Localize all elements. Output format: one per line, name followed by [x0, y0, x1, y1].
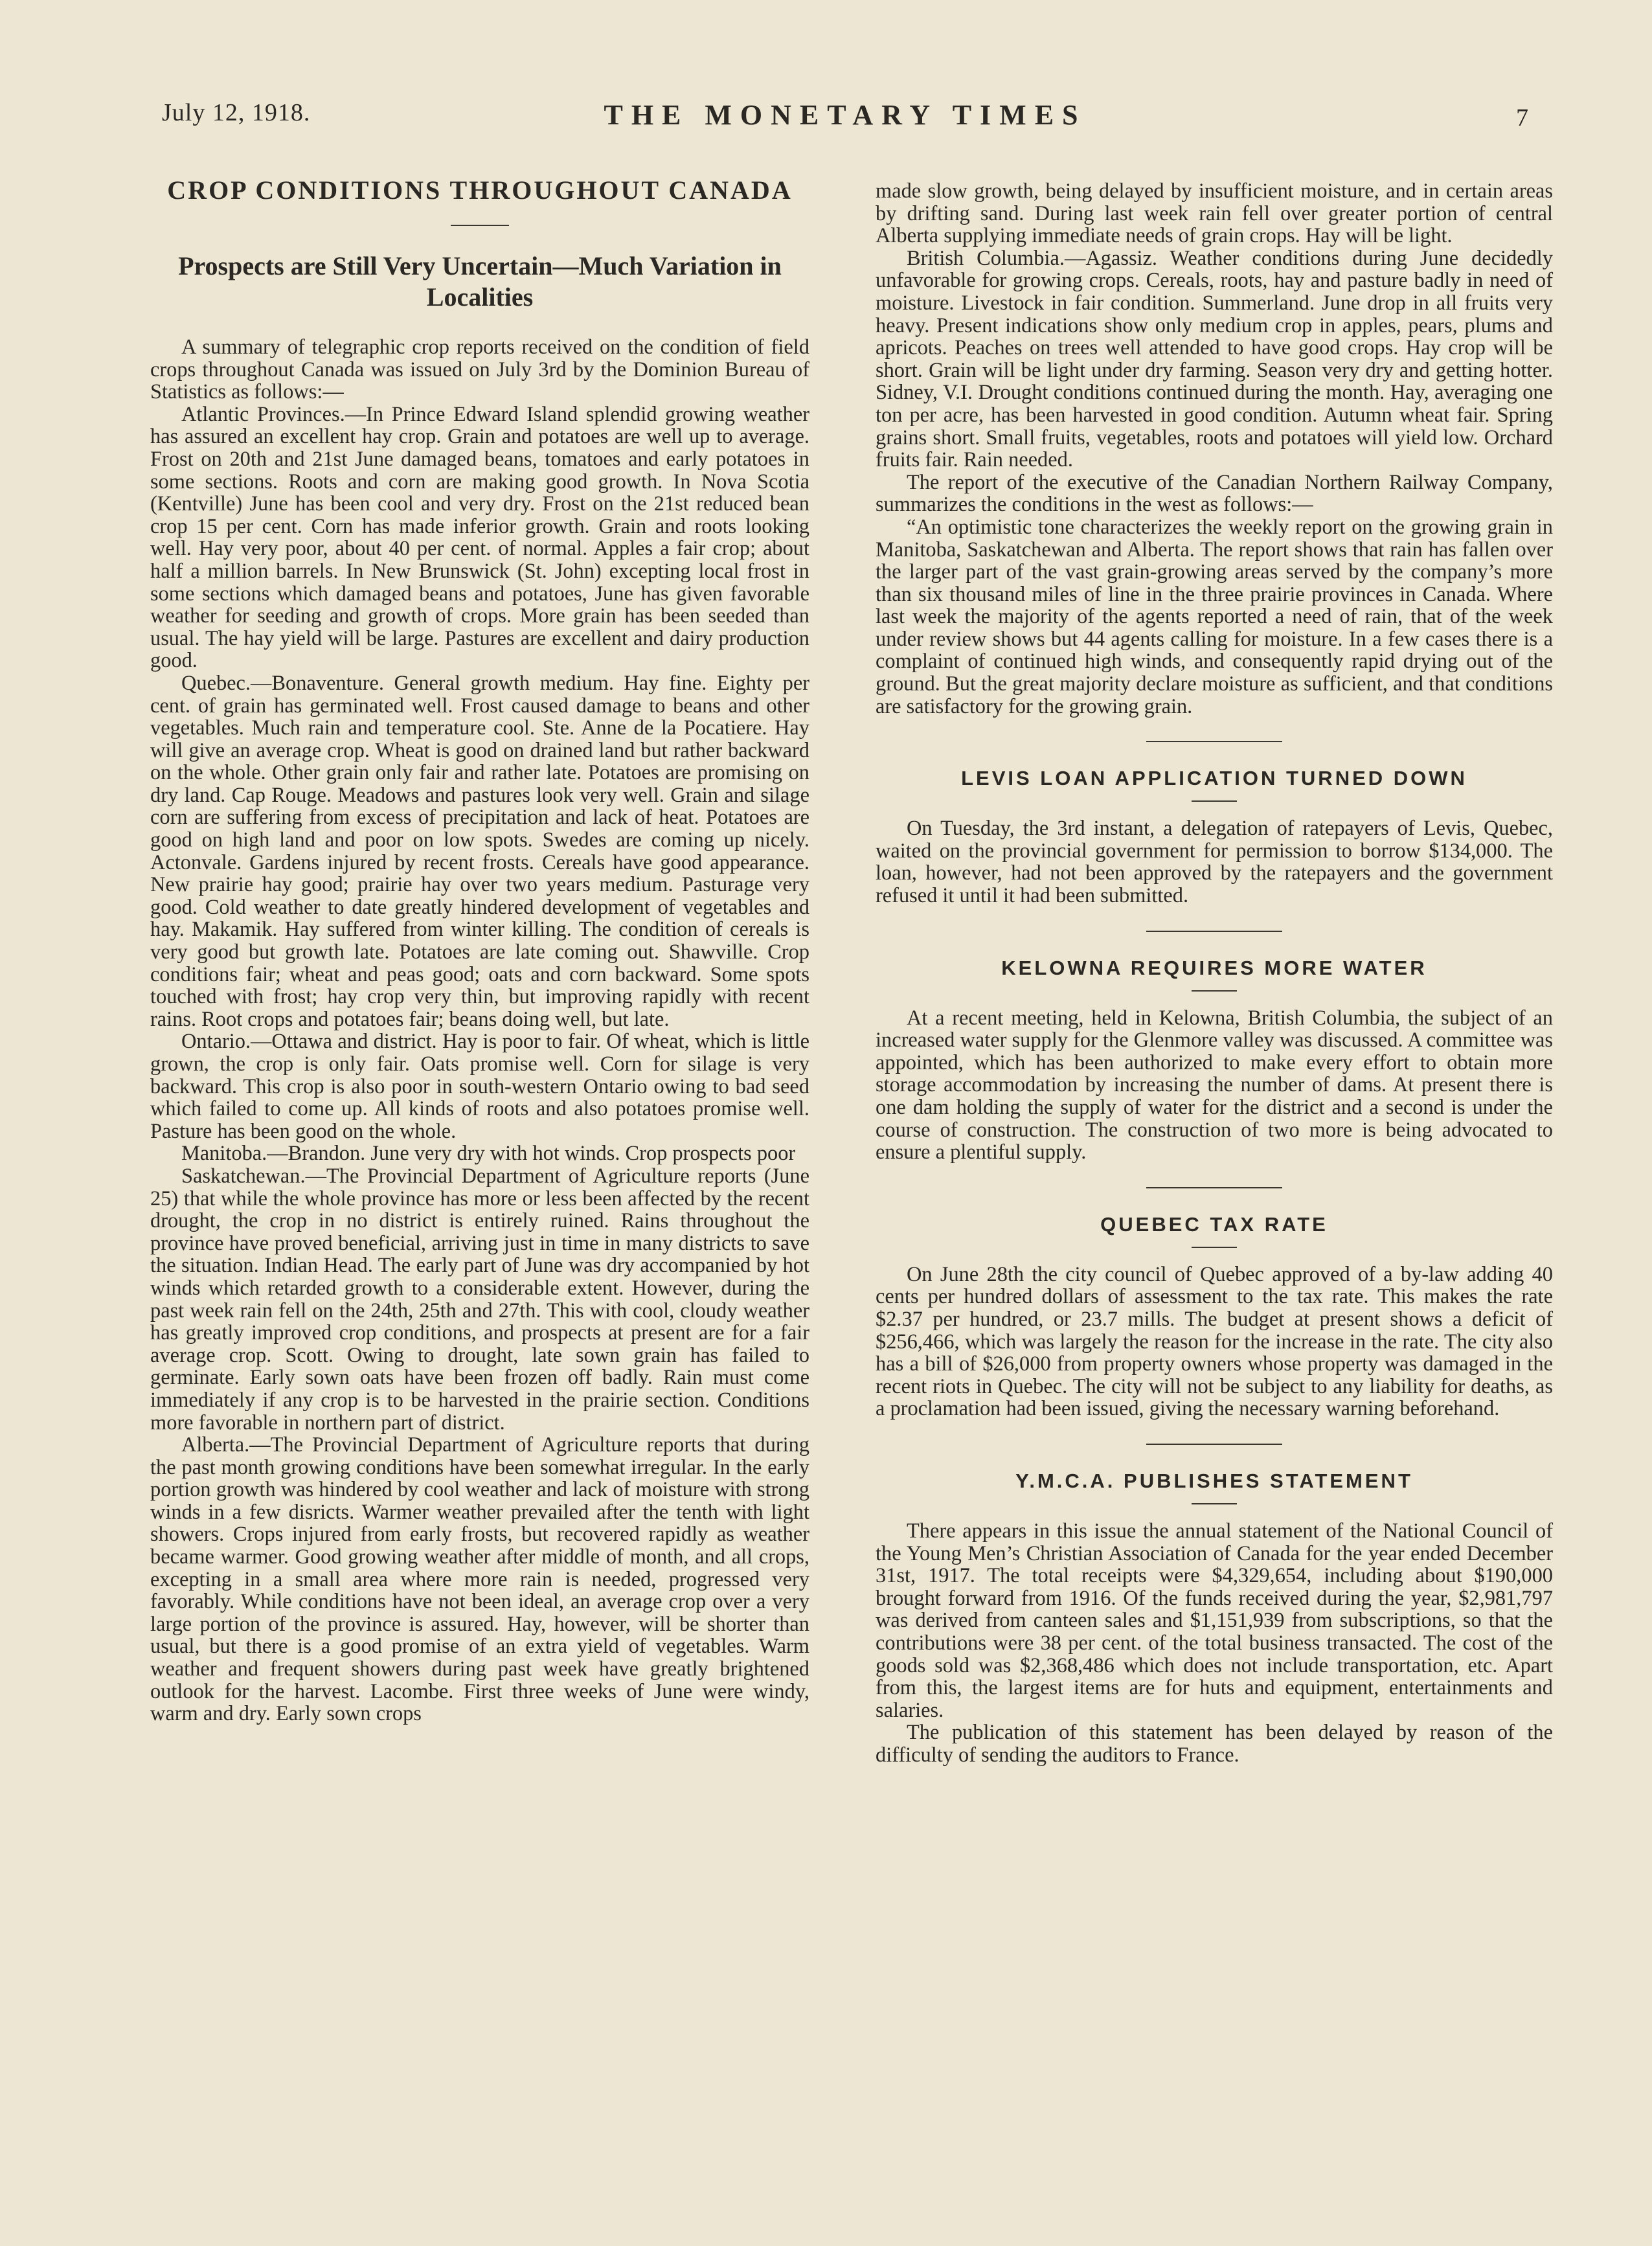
section-paragraph: The publication of this statement has been delayed by reason of the difficulty of sending the auditors to France.	[876, 1721, 1553, 1767]
section-paragraph: There appears in this issue the annual statement of the National Council of the Young Men’s Christian Association of Canada for the year ended December 31st, 1917. The total receipts were $4,329,654, including about $190,000 brought forward from 1916. Of the funds received during the year, $2,981,797 was derived from canteen sales and $1,151,939 from subscriptions, so that the contributions were 38 per cent. of the total business transacted. The cost of the goods sold was $2,368,486 which does not include transportation, etc. Apart from this, the largest items are for huts and equipment, entertainments and salaries.	[876, 1519, 1553, 1722]
section-divider	[1146, 931, 1282, 932]
section-title-rule	[1192, 1247, 1237, 1248]
article-subtitle: Prospects are Still Very Uncertain—Much Variation in Localities	[178, 251, 782, 312]
article-paragraph: Quebec.—Bonaventure. General growth medium. Hay fine. Eighty per cent. of grain has germinated well. Frost caused damage to beans and other vegetables. Much rain and temperature cool. Ste. Anne de la Pocatiere. Hay will give an average crop. Wheat is good on drained land but rather backward on the whole. Other grain only fair and rather late. Potatoes are promising on dry land. Cap Rouge. Meadows and pastures look very well. Grain and silage corn are suffering from excess of precipitation and lack of heat. Potatoes are good on high land and poor on low spots. Swedes are coming up nicely. Actonvale. Gardens injured by recent frosts. Cereals have good appearance. New prairie hay good; prairie hay over two years medium. Pasturage very good. Cold weather to date greatly hindered development of vegetables and hay. Makamik. Hay suffered from winter killing. The condition of cereals is very good but growth late. Potatoes are late coming out. Shawville. Crop conditions fair; wheat and peas good; oats and corn backward. Some spots touched with frost; hay crop very thin, but improving rapidly with recent rains. Root crops and potatoes fair; beans doing well, but late.	[150, 671, 809, 1031]
section-paragraph: On June 28th the city council of Quebec approved of a by-law adding 40 cents per hundred dollars of assessment to the tax rate. This makes the rate $2.37 per hundred, or 23.7 mills. The budget at present shows a deficit of $256,466, which was largely the reason for the increase in the rate. The city also has a bill of $26,000 from property owners whose property was damaged in the recent riots in Quebec. The city will not be subject to any liability for deaths, as a proclamation had been issued, giving the necessary warning beforehand.	[876, 1262, 1553, 1421]
article-continued-paragraph: made slow growth, being delayed by insufficient moisture, and in certain areas by drifting sand. During last week rain fell over greater portion of central Alberta supplying immediate needs of grain crops. Hay will be light.	[876, 179, 1553, 248]
section-divider	[1146, 741, 1282, 742]
section-title: Y.M.C.A. PUBLISHES STATEMENT	[1015, 1469, 1413, 1492]
article-paragraph: Alberta.—The Provincial Department of Agriculture reports that during the past month growing conditions have been somewhat irregular. In the early portion growth was hindered by cool weather and lack of moisture with strong winds in a few disricts. Warmer weather prevailed after the tenth with light showers. Crops injured from early frosts, but recovered rapidly as weather became warmer. Good growing weather after middle of month, and all crops, excepting in a small area where more rain is needed, progressed very favorably. While conditions have not been ideal, an average crop over a very large portion of the province is assured. Hay, however, will be shorter than usual, but there is a good promise of an extra yield of vegetables. Warm weather and frequent showers during past week have greatly brightened outlook for the harvest. Lacombe. First three weeks of June were windy, warm and dry. Early sown crops	[150, 1433, 809, 1726]
section-paragraph: On Tuesday, the 3rd instant, a delegation of ratepayers of Levis, Quebec, waited on the provincial government for permission to borrow $134,000. The loan, however, had not been approved by the ratepayers and the government refused it until it had been submitted.	[876, 817, 1553, 908]
left-column	[150, 175, 809, 1725]
article-continued-paragraph: “An optimistic tone characterizes the weekly report on the growing grain in Manitoba, Saskatchewan and Alberta. The report shows that rain has fallen over the larger part of the vast grain-growing areas served by the company’s more than six thousand miles of line in the three prairie provinces in Canada. Where last week the majority of the agents reported a need of rain, that of the week under review shows but 44 agents calling for moisture. In a few cases there is a complaint of continued high winds, and consequently rapid drying out of the ground. But the great majority declare moisture as sufficient, and that conditions are satisfactory for the growing grain.	[876, 515, 1553, 718]
article-paragraph: Ontario.—Ottawa and district. Hay is poor to fair. Of wheat, which is little grown, the crop is only fair. Oats promise well. Corn for silage is very backward. This crop is also poor in south-western Ontario owing to bad seed which failed to come up. All kinds of roots and also potatoes promise well. Pasture has been good on the whole.	[150, 1030, 809, 1143]
article-paragraph: Atlantic Provinces.—In Prince Edward Island splendid growing weather has assured an excellent hay crop. Grain and potatoes are well up to average. Frost on 20th and 21st June damaged beans, tomatoes and early potatoes in some sections. Roots and corn are making good growth. In Nova Scotia (Kentville) June has been cool and very dry. Frost on the 21st reduced bean crop 15 per cent. Corn has made inferior growth. Grain and roots looking well. Hay very poor, about 40 per cent. of normal. Apples a fair crop; about half a million barrels. In New Brunswick (St. John) excepting local frost in some sections which damaged beans and potatoes, June has given favorable weather for seeding and growth of crops. More grain has been seeded than usual. The hay yield will be large. Pastures are excellent and dairy production good.	[150, 402, 809, 673]
section-title: LEVIS LOAN APPLICATION TURNED DOWN	[961, 767, 1467, 790]
section-divider	[1146, 1187, 1282, 1188]
section-paragraph: At a recent meeting, held in Kelowna, British Columbia, the subject of an increased water supply for the Glenmore valley was discussed. A committee was appointed, which has been authorized to make every effort to obtain more storage accommodation by increasing the number of dams. At present there is one dam holding the supply of water for the district and a second is under the course of construction. The construction of two more is being advocated to ensure a plentiful supply.	[876, 1006, 1553, 1164]
article-continued-paragraph: British Columbia.—Agassiz. Weather conditions during June decidedly unfavorable for growing crops. Cereals, roots, hay and pasture badly in need of moisture. Livestock in fair condition. Summerland. June drop in all fruits very heavy. Present indications show only medium crop in apples, pears, plums and apricots. Peaches on trees well attended to have good crops. Hay crop will be short. Grain will be light under dry farming. Season very dry and getting hotter. Sidney, V.I. Drought conditions continued during the month. Hay, averaging one ton per acre, has been harvested in good condition. Autumn wheat fair. Spring grains short. Small fruits, vegetables, roots and potatoes will yield low. Orchard fruits fair. Rain needed.	[876, 246, 1553, 472]
article-paragraph: Saskatchewan.—The Provincial Department of Agriculture reports (June 25) that while the whole province has more or less been affected by the recent drought, the crop in no district is entirely ruined. Rains throughout the province have proved beneficial, arriving just in time in many districts to save the situation. Indian Head. The early part of June was dry accompanied by hot winds which retarded growth to a considerable extent. However, during the past week rain fell on the 24th, 25th and 27th. This with cool, cloudy weather has greatly improved crop conditions, and prospects at present are for a fair average crop. Scott. Owing to drought, late sown grain has failed to germinate. Early sown oats have been frozen off badly. Rain must come immediately if any crop is to be harvested in the prairie section. Conditions more favorable in northern part of district.	[150, 1164, 809, 1435]
article-title: CROP CONDITIONS THROUGHOUT CANADA	[167, 176, 793, 205]
section-title-rule	[1192, 800, 1237, 802]
article-continued-paragraph: The report of the executive of the Canadian Northern Railway Company, summarizes the conditions in the west as follows:—	[876, 470, 1553, 517]
article-paragraph: A summary of telegraphic crop reports received on the condition of field crops throughout Canada was issued on July 3rd by the Dominion Bureau of Statistics as follows:—	[150, 335, 809, 404]
issue-date: July 12, 1918.	[162, 99, 311, 126]
section-title: QUEBEC TAX RATE	[1100, 1212, 1328, 1236]
publication-title: THE MONETARY TIMES	[604, 99, 1087, 131]
right-column	[876, 180, 1553, 1766]
section-title-rule	[1192, 1503, 1237, 1504]
section-title-rule	[1192, 990, 1237, 992]
article-paragraph: Manitoba.—Brandon. June very dry with hot winds. Crop prospects poor	[181, 1142, 796, 1166]
page-header	[162, 98, 1528, 137]
title-rule	[451, 225, 509, 226]
section-title: KELOWNA REQUIRES MORE WATER	[1001, 956, 1427, 979]
page-number: 7	[1516, 104, 1528, 131]
section-divider	[1146, 1444, 1282, 1445]
